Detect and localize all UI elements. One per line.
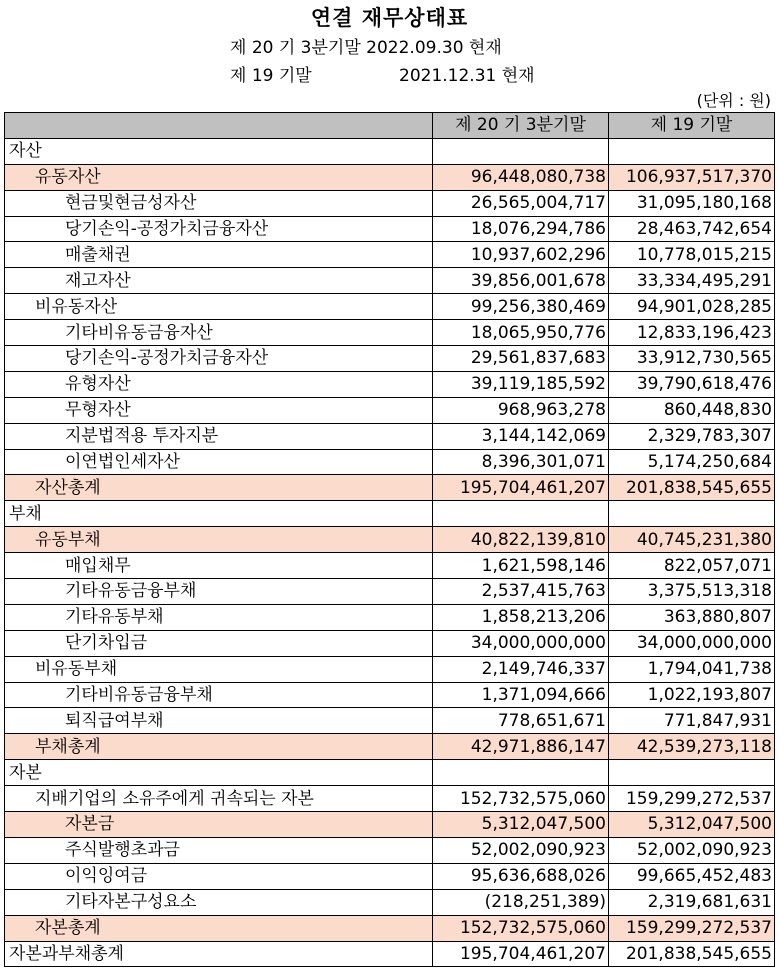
table-row	[5, 216, 775, 242]
account-name: 이익잉여금	[5, 863, 433, 889]
previous-period-value: 5,174,250,684	[609, 449, 775, 475]
current-period-value: 96,448,080,738	[433, 164, 609, 190]
period-previous-label: 제 19 기말	[230, 66, 312, 86]
account-name: 부채총계	[5, 734, 433, 760]
table-row	[5, 268, 775, 294]
account-name: 비유동부채	[5, 656, 433, 682]
table-row	[5, 812, 775, 838]
current-period-value: 39,856,001,678	[433, 268, 609, 294]
previous-period-value	[609, 501, 775, 527]
current-period-value	[433, 138, 609, 164]
account-name: 기타자본구성요소	[5, 889, 433, 915]
current-period-value: 778,651,671	[433, 708, 609, 734]
table-row	[5, 371, 775, 397]
current-period-value: 40,822,139,810	[433, 527, 609, 553]
previous-period-value: 31,095,180,168	[609, 190, 775, 216]
current-period-value: 8,396,301,071	[433, 449, 609, 475]
current-period-value	[433, 760, 609, 786]
current-period-value: 968,963,278	[433, 397, 609, 423]
previous-period-value: 159,299,272,537	[609, 915, 775, 941]
statement-title: 연결 재무상태표	[310, 6, 469, 30]
table-row	[5, 579, 775, 605]
balance-sheet-table	[4, 112, 775, 967]
previous-period-value: 39,790,618,476	[609, 371, 775, 397]
header-previous-period: 제 19 기말	[609, 113, 775, 139]
previous-period-value: 40,745,231,380	[609, 527, 775, 553]
current-period-value: 39,119,185,592	[433, 371, 609, 397]
table-row	[5, 501, 775, 527]
previous-period-value: 106,937,517,370	[609, 164, 775, 190]
table-row	[5, 164, 775, 190]
table-row	[5, 346, 775, 372]
table-row	[5, 138, 775, 164]
table-row	[5, 475, 775, 501]
previous-period-value	[609, 138, 775, 164]
previous-period-value: 822,057,071	[609, 553, 775, 579]
current-period-value: 10,937,602,296	[433, 242, 609, 268]
current-period-value: 1,858,213,206	[433, 604, 609, 630]
current-period-value	[433, 501, 609, 527]
table-row	[5, 656, 775, 682]
previous-period-value: 771,847,931	[609, 708, 775, 734]
current-period-value: (218,251,389)	[433, 889, 609, 915]
current-period-value: 2,149,746,337	[433, 656, 609, 682]
current-period-value: 152,732,575,060	[433, 915, 609, 941]
previous-period-value: 33,912,730,565	[609, 346, 775, 372]
table-row	[5, 734, 775, 760]
current-period-value: 99,256,380,469	[433, 294, 609, 320]
account-name: 기타유동부채	[5, 604, 433, 630]
account-name: 자본	[5, 760, 433, 786]
table-row	[5, 397, 775, 423]
table-row	[5, 837, 775, 863]
table-row	[5, 889, 775, 915]
previous-period-value: 34,000,000,000	[609, 630, 775, 656]
previous-period-value: 2,329,783,307	[609, 423, 775, 449]
account-name: 자산	[5, 138, 433, 164]
table-row	[5, 294, 775, 320]
previous-period-value: 159,299,272,537	[609, 786, 775, 812]
account-name: 지분법적용 투자지분	[5, 423, 433, 449]
period-current: 제 20 기 3분기말 2022.09.30 현재	[230, 38, 502, 58]
table-row	[5, 760, 775, 786]
account-name: 비유동자산	[5, 294, 433, 320]
current-period-value: 52,002,090,923	[433, 837, 609, 863]
current-period-value: 29,561,837,683	[433, 346, 609, 372]
unit-label: (단위 : 원)	[696, 91, 771, 110]
account-name: 자본총계	[5, 915, 433, 941]
account-name: 현금및현금성자산	[5, 190, 433, 216]
current-period-value: 5,312,047,500	[433, 812, 609, 838]
account-name: 주식발행초과금	[5, 837, 433, 863]
account-name: 단기차입금	[5, 630, 433, 656]
table-row	[5, 863, 775, 889]
table-header-row	[5, 113, 775, 139]
table-row	[5, 630, 775, 656]
account-name: 유동부채	[5, 527, 433, 553]
account-name: 무형자산	[5, 397, 433, 423]
account-name: 퇴직급여부채	[5, 708, 433, 734]
previous-period-value: 1,794,041,738	[609, 656, 775, 682]
current-period-value: 3,144,142,069	[433, 423, 609, 449]
previous-period-value: 201,838,545,655	[609, 475, 775, 501]
account-name: 이연법인세자산	[5, 449, 433, 475]
table-row	[5, 320, 775, 346]
previous-period-value: 33,334,495,291	[609, 268, 775, 294]
current-period-value: 42,971,886,147	[433, 734, 609, 760]
table-row	[5, 527, 775, 553]
previous-period-value: 201,838,545,655	[609, 941, 775, 967]
previous-period-value: 1,022,193,807	[609, 682, 775, 708]
previous-period-value: 363,880,807	[609, 604, 775, 630]
previous-period-value: 5,312,047,500	[609, 812, 775, 838]
previous-period-value: 12,833,196,423	[609, 320, 775, 346]
previous-period-value: 28,463,742,654	[609, 216, 775, 242]
table-row	[5, 190, 775, 216]
account-name: 자산총계	[5, 475, 433, 501]
account-name: 유형자산	[5, 371, 433, 397]
previous-period-value: 860,448,830	[609, 397, 775, 423]
table-row	[5, 449, 775, 475]
current-period-value: 1,371,094,666	[433, 682, 609, 708]
previous-period-value: 3,375,513,318	[609, 579, 775, 605]
account-name: 당기손익-공정가치금융자산	[5, 346, 433, 372]
account-name: 자본금	[5, 812, 433, 838]
current-period-value: 26,565,004,717	[433, 190, 609, 216]
previous-period-value: 42,539,273,118	[609, 734, 775, 760]
current-period-value: 152,732,575,060	[433, 786, 609, 812]
table-row	[5, 553, 775, 579]
previous-period-value: 99,665,452,483	[609, 863, 775, 889]
current-period-value: 18,076,294,786	[433, 216, 609, 242]
previous-period-value: 94,901,028,285	[609, 294, 775, 320]
table-row	[5, 915, 775, 941]
account-name: 재고자산	[5, 268, 433, 294]
current-period-value: 95,636,688,026	[433, 863, 609, 889]
account-name: 기타유동금융부채	[5, 579, 433, 605]
period-previous-date: 2021.12.31 현재	[399, 66, 535, 86]
table-row	[5, 423, 775, 449]
current-period-value: 34,000,000,000	[433, 630, 609, 656]
current-period-value: 1,621,598,146	[433, 553, 609, 579]
current-period-value: 2,537,415,763	[433, 579, 609, 605]
previous-period-value	[609, 760, 775, 786]
account-name: 매출채권	[5, 242, 433, 268]
current-period-value: 18,065,950,776	[433, 320, 609, 346]
account-name: 자본과부채총계	[5, 941, 433, 967]
table-row	[5, 786, 775, 812]
table-row	[5, 604, 775, 630]
previous-period-value: 2,319,681,631	[609, 889, 775, 915]
previous-period-value: 52,002,090,923	[609, 837, 775, 863]
header-current-period: 제 20 기 3분기말	[433, 113, 609, 139]
table-row	[5, 708, 775, 734]
table-row	[5, 941, 775, 967]
previous-period-value: 10,778,015,215	[609, 242, 775, 268]
account-name: 기타비유동금융부채	[5, 682, 433, 708]
account-name: 매입채무	[5, 553, 433, 579]
header-account	[5, 113, 433, 139]
account-name: 당기손익-공정가치금융자산	[5, 216, 433, 242]
account-name: 부채	[5, 501, 433, 527]
account-name: 기타비유동금융자산	[5, 320, 433, 346]
account-name: 지배기업의 소유주에게 귀속되는 자본	[5, 786, 433, 812]
table-row	[5, 242, 775, 268]
current-period-value: 195,704,461,207	[433, 941, 609, 967]
current-period-value: 195,704,461,207	[433, 475, 609, 501]
table-row	[5, 682, 775, 708]
account-name: 유동자산	[5, 164, 433, 190]
